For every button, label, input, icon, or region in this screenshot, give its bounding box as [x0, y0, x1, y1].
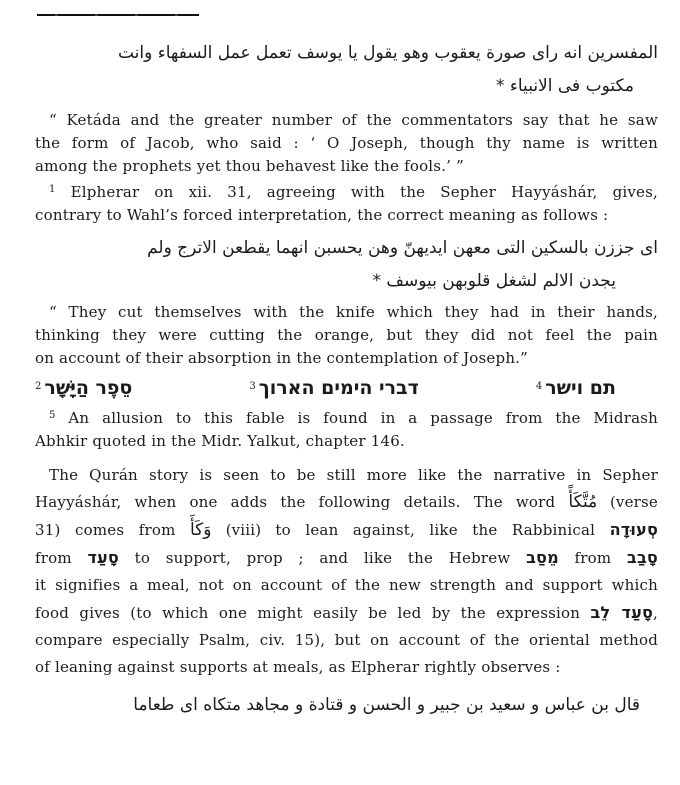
arabic-text: مُتَّكَأً [568, 492, 598, 512]
english-text: from [558, 549, 627, 567]
footnote-marker: 5 [49, 410, 56, 421]
text-line [35, 301, 658, 324]
arabic-quote-knife [35, 231, 658, 297]
quran-story-main-paragraph [35, 462, 658, 681]
footnote-separator-rule [37, 14, 199, 16]
hebrew-text: סְעוּדָה [609, 520, 659, 539]
text-line [35, 688, 658, 721]
text-line [35, 155, 658, 178]
knife-translation-paragraph [35, 301, 658, 370]
text-line [35, 516, 658, 544]
footnote-marker: 3 [249, 381, 256, 392]
text-line [35, 36, 658, 69]
text-line [35, 599, 658, 627]
footnote-marker: 2 [35, 381, 42, 392]
english-text: 31) comes from [35, 521, 190, 539]
hebrew-text: סֵפֶר הַיָּשָׁר [44, 377, 133, 399]
english-text: among the prophets yet thou behavest like the fools.’ ” [35, 157, 464, 175]
hebrew-reference-item [249, 373, 418, 404]
english-text: on account of their absorption in the contemplation of Joseph.” [35, 349, 529, 367]
english-text: Hayyáshár, when one adds the following details. The word [35, 493, 569, 511]
english-text: of leaning against supports at meals, as Elpherar rightly observes : [35, 658, 561, 676]
english-text: the form of Jacob, who said : ‘ O Joseph, though thy name is written [35, 134, 658, 152]
english-text: , [653, 604, 659, 622]
hebrew-text: דברי הימים הארוך [258, 377, 419, 399]
hebrew-text: תם וישר [545, 377, 616, 399]
text-line [35, 430, 658, 453]
text-line [35, 109, 658, 132]
footnote-5-allusion-paragraph [35, 407, 658, 453]
text-line [35, 654, 658, 681]
english-text: “ Ketáda and the greater number of the commentators say that he saw [49, 111, 658, 129]
arabic-text: وَكَأَ [190, 520, 212, 540]
text-line [35, 324, 658, 347]
text-line [35, 489, 658, 516]
english-text: to support, prop ; and like the Hebrew [118, 549, 527, 567]
english-text: Elpherar on xii. 31, agreeing with the Sepher Hayyáshár, gives, [55, 183, 658, 201]
text-line [35, 264, 658, 297]
arabic-text: مكتوب فى الانبياء * [495, 76, 634, 96]
hebrew-references-line [35, 373, 658, 404]
english-text: Abhkir quoted in the Midr. Yalkut, chapter 146. [35, 432, 405, 450]
english-text: The Qurán story is seen to be still more like the narrative in Sepher [49, 466, 658, 484]
hebrew-text: סָעַד לֵב [590, 603, 654, 622]
hebrew-reference-item [35, 373, 132, 404]
text-line [35, 347, 658, 370]
text-line [35, 627, 658, 654]
text-line [35, 231, 658, 264]
text-line [35, 544, 658, 572]
footnote-marker: 4 [535, 381, 543, 392]
page-body [35, 36, 658, 721]
text-line [35, 462, 658, 489]
english-text: it signifies a meal, not on account of the new strength and support which [35, 576, 658, 594]
text-line [35, 69, 658, 102]
english-text: An allusion to this fable is found in a passage from the Midrash [55, 409, 658, 427]
text-line [35, 204, 658, 227]
arabic-text: قال بن عباس و سعيد بن جبير و الحسن و قتادة و مجاهد متكاه اى طعاما [133, 695, 640, 715]
english-text: “ They cut themselves with the knife which they had in their hands, [49, 303, 658, 321]
text-line [35, 132, 658, 155]
english-text: contrary to Wahl’s forced interpretation, the correct meaning as follows : [35, 206, 609, 224]
english-text: (verse [597, 493, 659, 511]
arabic-text: يجدن الالم لشغل قلوبهن بيوسف * [372, 271, 616, 291]
arabic-text: المفسرين انه راى صورة يعقوب وهو يقول يا يوسف تعمل عمل السفهاء وانت [117, 43, 658, 63]
ketada-translation-paragraph [35, 109, 658, 178]
hebrew-references-row [35, 373, 658, 404]
hebrew-reference-item [536, 373, 616, 404]
footnote-1-elpherar-paragraph [35, 181, 658, 227]
hebrew-text: סָבַב [627, 548, 658, 567]
english-text: (viii) to lean against, like the Rabbinical [211, 521, 610, 539]
hebrew-text: סָעַד [87, 548, 119, 567]
english-text: compare especially Psalm, civ. 15), but on account of the oriental method [35, 631, 658, 649]
english-text: food gives (to which one might easily be led by the expression [35, 604, 591, 622]
text-line [35, 407, 658, 430]
footnote-marker: 1 [49, 184, 56, 195]
text-line [35, 181, 658, 204]
hebrew-text: מֵסַב [526, 548, 559, 567]
arabic-text: اى جززن بالسكين التى معهن ايديهنّ وهن يحسبن انهما يقطعن الاترج ولم [147, 238, 658, 258]
arabic-quote-ibn-abbas [35, 688, 658, 721]
text-line [35, 572, 658, 599]
arabic-quote-commentators [35, 36, 658, 102]
english-text: thinking they were cutting the orange, but they did not feel the pain [35, 326, 658, 344]
english-text: from [35, 549, 88, 567]
